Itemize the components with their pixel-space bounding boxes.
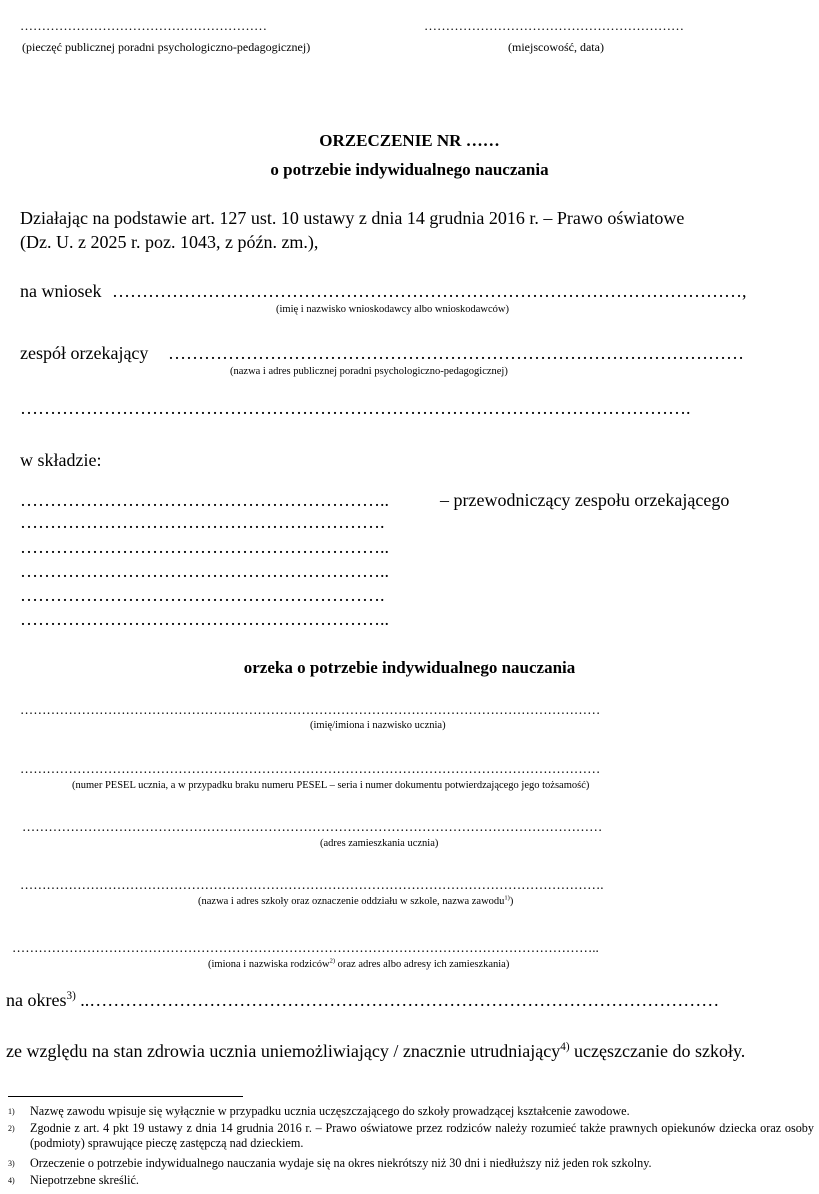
member-dots[interactable]: ……………………………………………………. xyxy=(20,585,385,605)
reason-line xyxy=(6,1041,745,1062)
parents-caption xyxy=(208,959,509,970)
school-caption-text: (nazwa i adres szkoły oraz oznaczenie oddziału w szkole, nazwa zawodu xyxy=(198,896,505,907)
place-caption: (miejscowość, data) xyxy=(508,40,604,54)
period-label: na okres xyxy=(6,990,67,1010)
footnote-number: 4) xyxy=(8,1176,15,1185)
student-name-dots[interactable]: …………………………………………………………………………………………………………………… xyxy=(20,702,601,717)
stamp-dots: ………………………………………………… xyxy=(20,18,267,33)
chair-dots[interactable]: …………………………………………………….. xyxy=(20,490,389,510)
composition-label: w składzie: xyxy=(20,450,102,470)
footnote-divider xyxy=(8,1096,243,1097)
footnote-text: Orzeczenie o potrzebie indywidualnego nauczania wydaje się na okres niekrótszy niż 30 dni i niedłuższy niż jeden rok szkolny. xyxy=(30,1156,652,1170)
team-caption: (nazwa i adres publicznej poradni psychologiczno-pedagogicznej) xyxy=(230,366,508,377)
footnote-3 xyxy=(8,1156,814,1171)
period-line xyxy=(6,990,719,1011)
school-caption-end: ) xyxy=(509,896,514,907)
footnote-number: 1) xyxy=(8,1107,15,1116)
member-dots[interactable]: …………………………………………………….. xyxy=(20,537,389,557)
footnote-number: 2) xyxy=(8,1124,15,1133)
request-dots[interactable]: ……………………………………………………………………………………………, xyxy=(112,281,747,301)
document-title: ORZECZENIE NR …… xyxy=(319,131,500,150)
period-dots[interactable]: ..…………………………………………………………………………………………… xyxy=(75,990,720,1010)
stamp-caption: (pieczęć publicznej poradni psychologiczno-pedagogicznej) xyxy=(22,40,311,54)
place-dots: …………………………………………………… xyxy=(424,18,684,33)
parents-dots[interactable]: …………………………………………………………………………………………………………………….. xyxy=(12,940,599,955)
ruling-heading: orzeka o potrzebie indywidualnego nauczania xyxy=(243,658,576,677)
request-caption: (imię i nazwisko wnioskodawcy albo wnioskodawców) xyxy=(276,304,509,315)
pesel-caption: (numer PESEL ucznia, a w przypadku braku numeru PESEL – seria i numer dokumentu potwierdzającego jego tożsamość) xyxy=(72,780,590,791)
footnote-text: Niepotrzebne skreślić. xyxy=(30,1173,139,1187)
parents-caption-end: oraz adres albo adresy ich zamieszkania) xyxy=(335,959,510,970)
reason-text: ze względu na stan zdrowia ucznia uniemożliwiający / znacznie utrudniający xyxy=(6,1041,561,1061)
parents-caption-text: (imiona i nazwiska rodziców xyxy=(208,959,330,970)
footnote-text: Nazwę zawodu wpisuje się wyłącznie w przypadku ucznia uczęszczającego do szkoły prowadzącej kształcenie zawodowe. xyxy=(30,1104,630,1118)
footnote-2 xyxy=(8,1121,814,1151)
team-dots[interactable]: …………………………………………………………………………………… xyxy=(168,343,744,363)
footnote-1 xyxy=(8,1104,814,1119)
member-dots[interactable]: ……………………………………………………. xyxy=(20,512,385,532)
legal-basis-line1: Działając na podstawie art. 127 ust. 10 ustawy z dnia 14 grudnia 2016 r. – Prawo oświatowe xyxy=(20,208,685,228)
address-caption: (adres zamieszkania ucznia) xyxy=(320,838,439,849)
request-label: na wniosek xyxy=(20,281,102,301)
member-dots[interactable]: …………………………………………………….. xyxy=(20,561,389,581)
footnote-ref-1: 1) xyxy=(504,894,510,902)
school-dots[interactable]: ……………………………………………………………………………………………………………………. xyxy=(20,877,604,892)
address-dots[interactable]: …………………………………………………………………………………………………………………… xyxy=(22,819,603,834)
chair-label: – przewodniczący zespołu orzekającego xyxy=(440,490,730,510)
student-name-caption: (imię/imiona i nazwisko ucznia) xyxy=(310,720,446,731)
member-dots[interactable]: …………………………………………………….. xyxy=(20,609,389,629)
footnote-ref-2: 2) xyxy=(329,957,336,965)
school-caption xyxy=(198,896,513,907)
document-subtitle: o potrzebie indywidualnego nauczania xyxy=(270,160,549,179)
legal-basis-line2: (Dz. U. z 2025 r. poz. 1043, z późn. zm.), xyxy=(20,232,319,252)
footnote-ref-4: 4) xyxy=(560,1041,570,1053)
footnote-4 xyxy=(8,1173,814,1188)
reason-text-end: uczęszczanie do szkoły. xyxy=(569,1041,746,1061)
footnote-ref-3: 3) xyxy=(66,990,76,1002)
footnote-number: 3) xyxy=(8,1159,15,1168)
pesel-dots[interactable]: …………………………………………………………………………………………………………………… xyxy=(20,761,601,776)
team-dots-line2[interactable]: …………………………………………………………………………………………………. xyxy=(20,398,691,418)
footnote-text: Zgodnie z art. 4 pkt 19 ustawy z dnia 14 grudnia 2016 r. – Prawo oświatowe przez rodziców należy rozumieć także prawnych opiekunów dziecka oraz osoby (podmioty) sprawujące pieczę zastępczą nad dzieckiem. xyxy=(30,1121,814,1150)
team-label: zespół orzekający xyxy=(20,343,149,363)
